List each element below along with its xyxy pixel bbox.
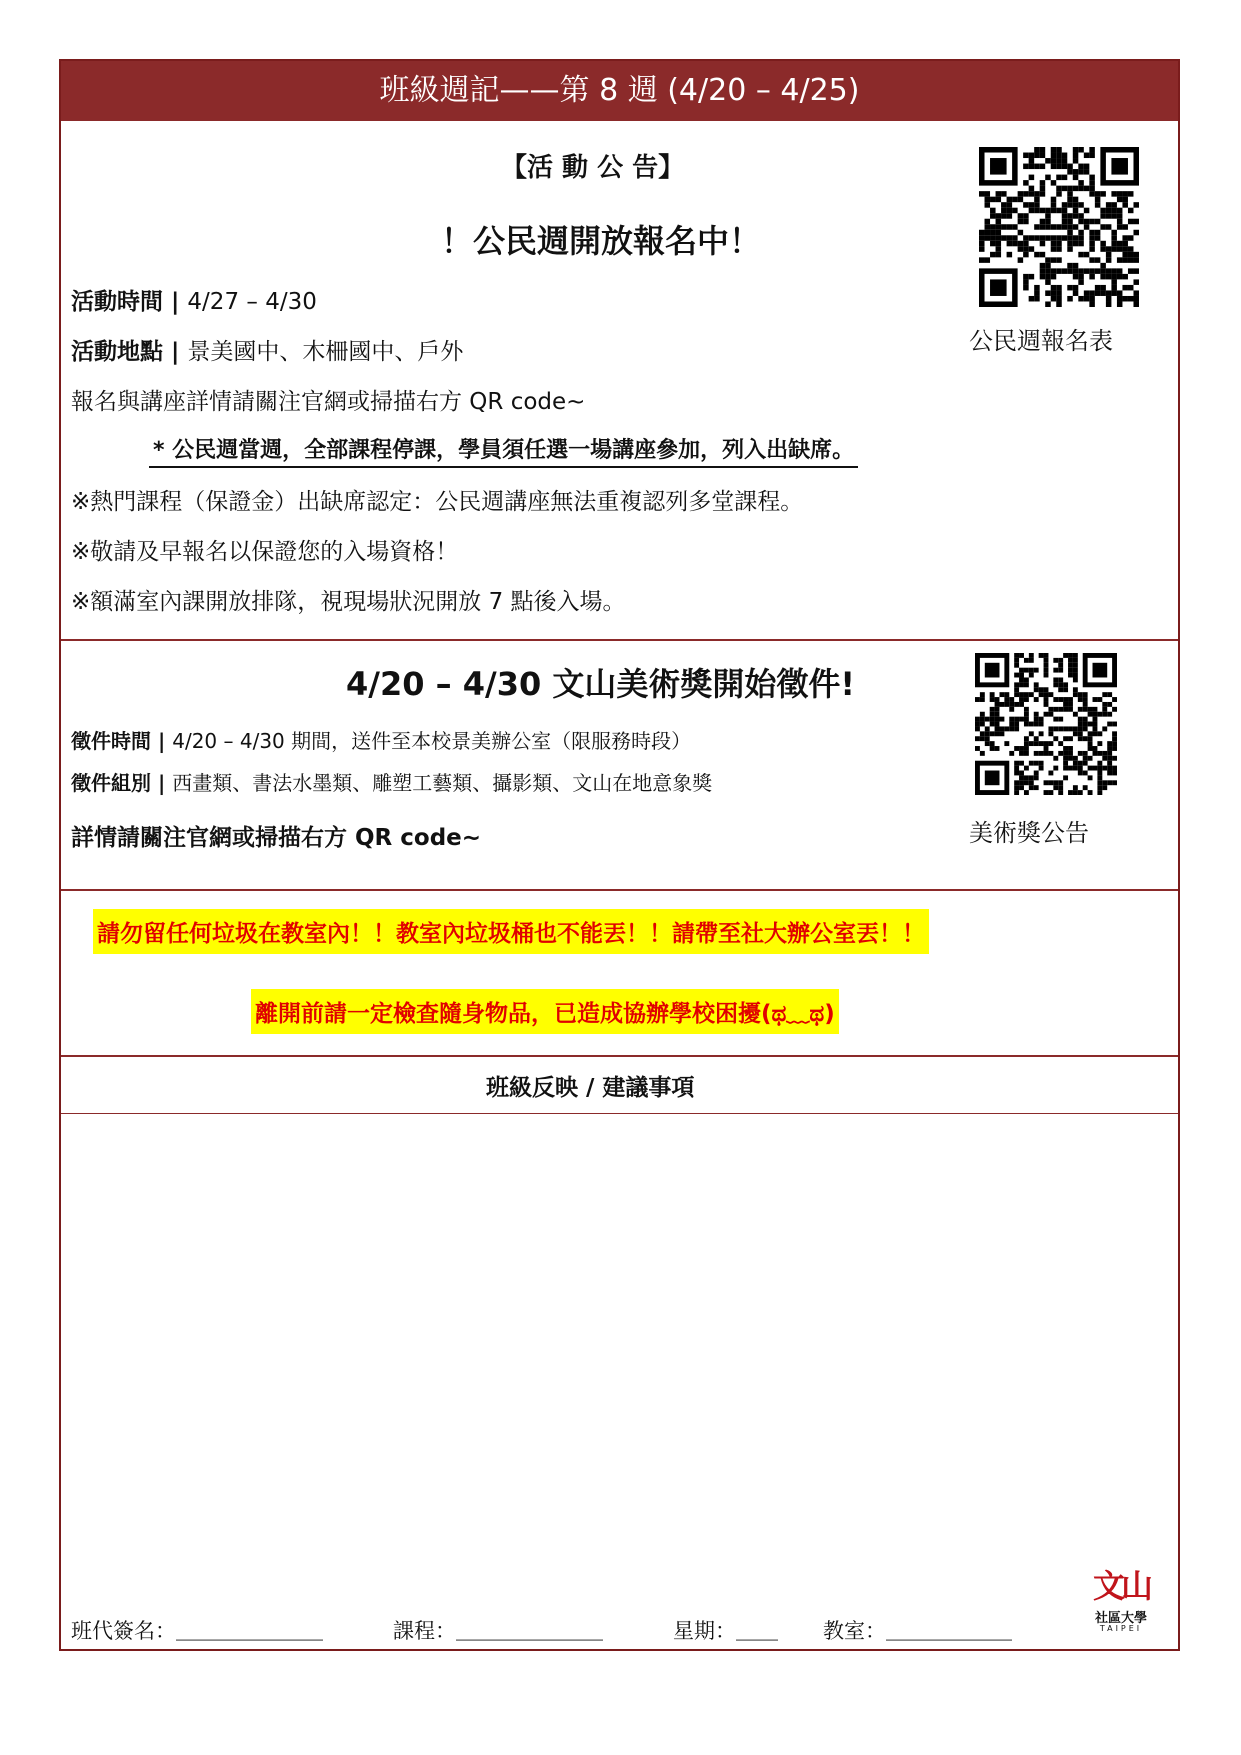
art-category-value: 西畫類、書法水墨類、雕塑工藝類、攝影類、文山在地意象獎: [172, 771, 713, 795]
suspension-note: * 公民週當週，全部課程停課，學員須任選一場講座參加，列入出缺席。: [149, 433, 858, 468]
report-title: 班級週記——第 8 週 (4/20 – 4/25): [61, 61, 1178, 121]
logo-name: 社區大學: [1094, 1611, 1147, 1626]
weekly-report-sheet: [59, 59, 1180, 1651]
note-2: ※敬請及早報名以保證您的入場資格！: [71, 539, 459, 565]
weekday-field[interactable]: 星期：＿＿: [673, 1619, 778, 1643]
announcement-title: ！公民週開放報名中！: [441, 222, 762, 260]
art-category-line: [71, 767, 712, 796]
logo-sub: TAIPEI: [1099, 1624, 1143, 1633]
art-award-title: 4/20 – 4/30 文山美術獎開始徵件!: [346, 665, 855, 703]
event-place-label: 活動地點 |: [71, 339, 188, 365]
event-place-line: [71, 333, 463, 366]
event-time-line: [71, 283, 317, 316]
art-award-qr-code[interactable]: [975, 653, 1117, 795]
civic-week-qr-caption: 公民週報名表: [969, 327, 1113, 355]
community-college-logo: [1083, 1561, 1159, 1641]
belongings-warning: 離開前請一定檢查隨身物品，已造成協辦學校困擾(ಥ﹏ಥ): [251, 989, 839, 1034]
signature-field[interactable]: 班代簽名：＿＿＿＿＿＿＿: [71, 1619, 323, 1643]
trash-warning: 請勿留任何垃圾在教室內！！教室內垃圾桶也不能丟！！請帶至社大辦公室丟！！: [93, 909, 929, 954]
event-place-value: 景美國中、木柵國中、戶外: [187, 339, 464, 365]
feedback-writing-area[interactable]: [61, 1115, 1178, 1585]
note-1: ※熱門課程（保證金）出缺席認定：公民週講座無法重複認列多堂課程。: [71, 489, 804, 515]
event-time-value: 4/27 – 4/30: [187, 289, 317, 315]
art-period-label: 徵件時間 |: [71, 729, 173, 753]
art-award-qr-caption: 美術獎公告: [969, 819, 1089, 847]
course-field[interactable]: 課程：＿＿＿＿＿＿＿: [393, 1619, 603, 1643]
logo-mark: 文山: [1092, 1567, 1149, 1605]
art-period-line: [71, 725, 691, 754]
classroom-field[interactable]: 教室：＿＿＿＿＿＿: [823, 1619, 1012, 1643]
art-detail-note: 詳情請關注官網或掃描右方 QR code~: [71, 825, 482, 851]
civic-week-qr-code[interactable]: [979, 147, 1139, 307]
feedback-heading: 班級反映 / 建議事項: [486, 1075, 695, 1101]
register-note: 報名與講座詳情請關注官網或掃描右方 QR code~: [71, 389, 586, 415]
art-period-value: 4/20 – 4/30 期間，送件至本校景美辦公室（限服務時段）: [172, 729, 692, 753]
announcement-heading: 【活 動 公 告】: [501, 153, 685, 183]
event-time-label: 活動時間 |: [71, 289, 188, 315]
note-3: ※額滿室內課開放排隊，視現場狀況開放 7 點後入場。: [71, 589, 626, 615]
art-category-label: 徵件組別 |: [71, 771, 173, 795]
